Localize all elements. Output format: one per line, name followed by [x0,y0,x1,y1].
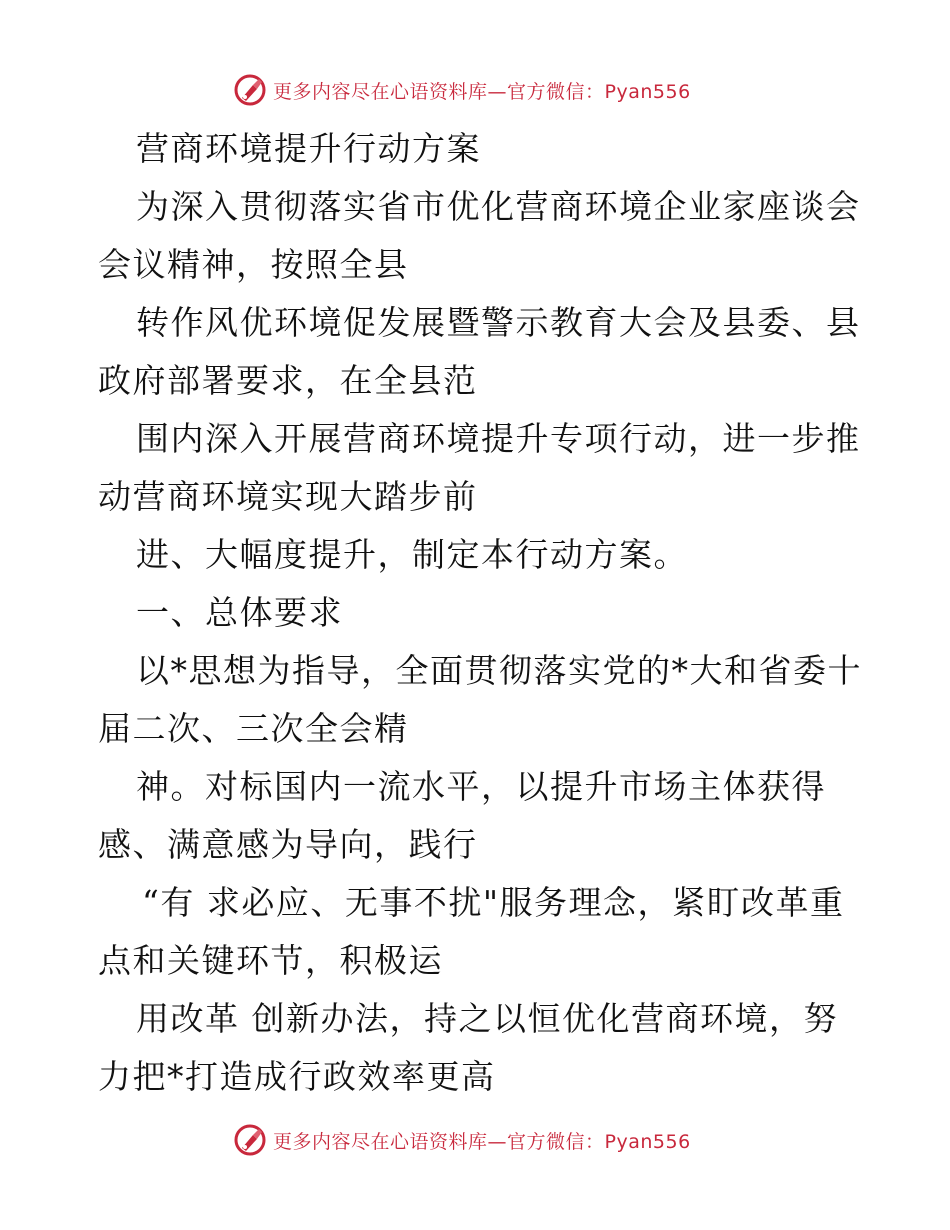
text-line: 以*思想为指导，全面贯彻落实党的*大和省委十 [136,651,862,690]
text-line: 转作风优环境促发展暨警示教育大会及县委、县 [136,303,861,342]
document-title: 营商环境提升行动方案 [136,129,481,168]
text-line: 进、大幅度提升，制定本行动方案。 [136,535,688,574]
text-line: 力把*打造成行政效率更高 [98,1057,496,1096]
pen-logo-icon [233,1123,267,1157]
text-line: 围内深入开展营商环境提升专项行动，进一步推 [136,419,861,458]
text-line: “有 求必应、无事不扰"服务理念，紧盯改革重 [142,883,845,922]
watermark-footer [233,1120,691,1160]
text-line: 感、满意感为导向，践行 [98,825,478,864]
section-heading: 一、总体要求 [136,593,343,632]
watermark-text: 更多内容尽在心语资料库—官方微信：Pyan556 [273,80,691,103]
text-line: 点和关键环节，积极运 [98,941,443,980]
text-line: 为深入贯彻落实省市优化营商环境企业家座谈会 [136,187,861,226]
watermark-text: 更多内容尽在心语资料库—官方微信：Pyan556 [273,1130,691,1153]
text-line: 用改革 创新办法，持之以恒优化营商环境，努 [136,999,838,1038]
document-body [98,120,862,1106]
text-line: 动营商环境实现大踏步前 [98,477,478,516]
pen-logo-icon [233,73,267,107]
text-line: 政府部署要求，在全县范 [98,361,478,400]
text-line: 届二次、三次全会精 [98,709,409,748]
watermark-header [233,70,691,110]
text-line: 会议精神，按照全县 [98,245,409,284]
text-line: 神。对标国内一流水平，以提升市场主体获得 [136,767,826,806]
